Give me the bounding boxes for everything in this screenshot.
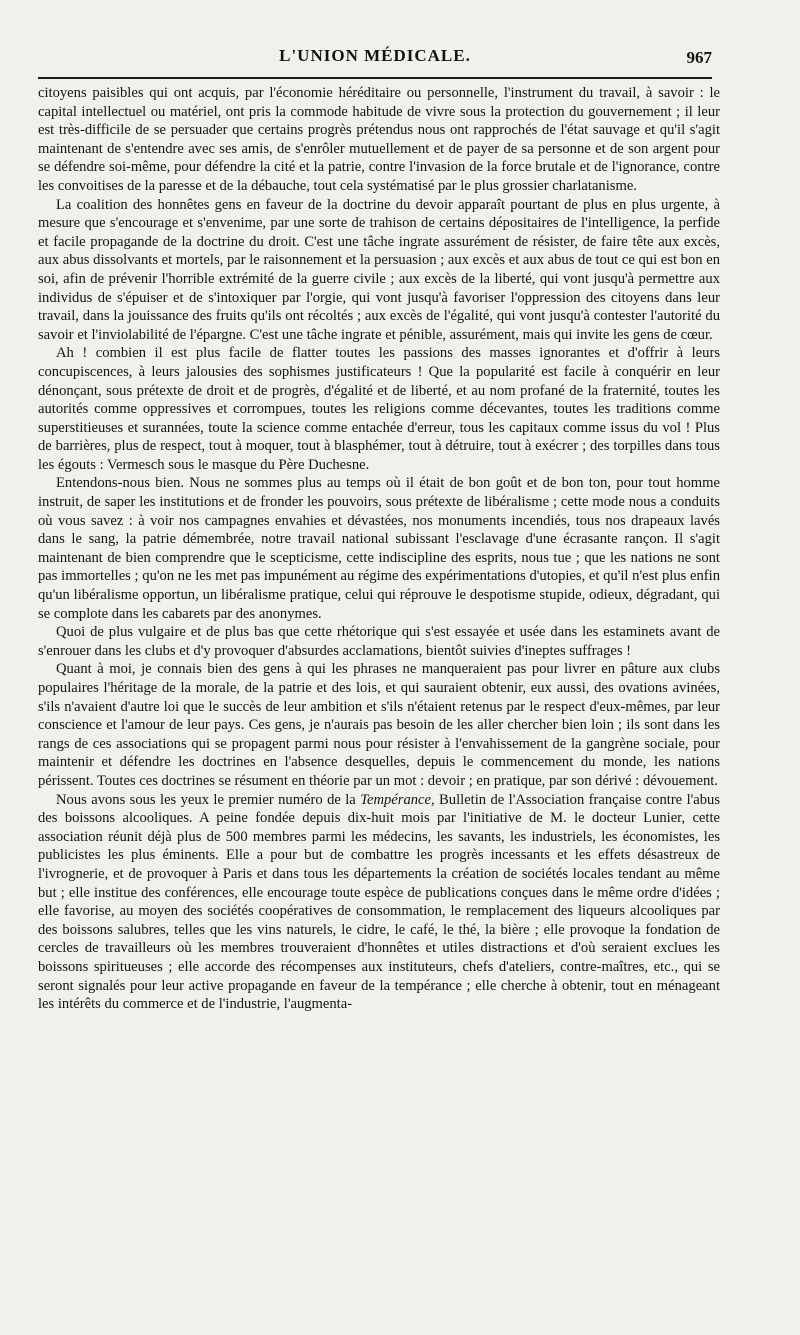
paragraph-temperance bbox=[38, 791, 720, 1014]
paragraph-coalition: La coalition des honnêtes gens en faveur de la doctrine du devoir apparaît pourtant de plus en plus urgente, à mesure que s'encourage et s'envenime, par une sorte de trahison de certains dépositaires de l'intelligence, la perfide et facile propagande de la doctrine du droit. C'est une tâche ingrate assurément de résister, de faire tête aux excès, aux abus dissolvants et mortels, par le raisonnement et la persuasion ; aux excès et aux abus de tout ce qui est bon en soi, afin de prévenir l'horrible extrémité de la guerre civile ; aux excès de la liberté, qui vont jusqu'à permettre aux individus de s'épuiser et de s'intoxiquer par l'orgie, qui vont jusqu'à favoriser l'oppression des citoyens dans leur travail, dans la jouissance des fruits qu'ils ont récoltés ; aux excès de l'égalité, qui vont jusqu'à contester l'autorité du savoir et l'inviolabilité de l'épargne. C'est une tâche ingrate et pénible, assurément, mais qui invite les gens de cœur. bbox=[38, 196, 720, 343]
journal-title: Tempérance bbox=[360, 791, 431, 808]
page-header bbox=[38, 44, 712, 74]
paragraph-quant-a-moi: Quant à moi, je connais bien des gens à qui les phrases ne manqueraient pas pour livrer en pâture aux clubs populaires l'héritage de la morale, de la patrie et des lois, et qui sauraient obtenir, eux aussi, des ovations avinées, s'ils n'avaient d'autre loi que le succès de leur ambition et s'ils n'étaient retenus par le respect d'eux-mêmes, par leur conscience et l'amour de leur pays. Ces gens, je n'aurais pas besoin de les aller chercher bien loin ; ils sont dans les rangs de ces associations qui se propagent parmi nous pour résister à l'envahissement de la gangrène sociale, pour maintenir et défendre les doctrines en l'absence desquelles, depuis le commencement du monde, les nations périssent. Toutes ces doctrines se résument en théorie par un mot : devoir ; en pratique, par son dérivé : dévouement. bbox=[38, 661, 720, 789]
body-text bbox=[38, 84, 720, 1014]
paragraph-entendons: Entendons-nous bien. Nous ne sommes plus au temps où il était de bon goût et de bon ton, pour tout homme instruit, de saper les institutions et de fronder les pouvoirs, sous prétexte de libéralisme ; cette mode nous a conduits où vous savez : à voir nos campagnes envahies et dévastées, nos monuments incendiés, tous nos drapeaux lavés dans le sang, la patrie démembrée, notre travail national subissant l'esclavage d'une écrasante rançon. Il s'agit maintenant de bien comprendre que le scepticisme, cette indiscipline des esprits, nous tue ; que les nations ne sont pas immortelles ; qu'on ne les met pas impunément au régime des expérimentations d'utopies, et qu'il n'est plus enfin qu'un libéralisme opportun, un libéralisme pratique, celui qui réprouve le despotisme stupide, odieux, dégradant, qui se complote dans les cabarets par des anonymes. bbox=[38, 475, 720, 622]
header-rule bbox=[38, 77, 712, 79]
paragraph-rhetorique: Quoi de plus vulgaire et de plus bas que cette rhétorique qui s'est essayée et usée dans les estaminets avant de s'enrouer dans les clubs et d'y provoquer d'absurdes acclamations, bientôt suivies d'ineptes suffrages ! bbox=[38, 624, 720, 659]
paragraph-flatter: Ah ! combien il est plus facile de flatter toutes les passions des masses ignorantes et d'offrir à leurs concupiscences, à leurs jalousies des sophismes justificateurs ! Que la popularité est facile à conquérir en leur dénonçant, sous prétexte de droit et de progrès, d'égalité et de liberté, et au nom profané de la fraternité, toutes les autorités comme oppressives et corrompues, toutes les religions comme décevantes, toutes les traditions comme superstitieuses et surannées, toute la science comme entachée d'erreur, tous les capitaux comme issus du vol ! Plus de barrières, plus de respect, tout à moquer, tout à blasphémer, tout à détruire, tout à exécrer ; des torpilles dans tous les égouts : Vermesch sous le masque du Père Duchesne. bbox=[38, 345, 720, 473]
paragraph-continuation: citoyens paisibles qui ont acquis, par l'économie héréditaire ou personnelle, l'instrument du travail, à savoir : le capital intellectuel ou matériel, ont pris la commode habitude de vivre sous la protection du gouvernement ; il leur est très-difficile de se persuader que certains progrès prétendus nous ont rapprochés de l'état sauvage et qu'il s'agit maintenant de s'entendre avec ses amis, de s'enrôler mutuellement et de payer de sa personne et de son argent pour se défendre soi-même, pour défendre la cité et la patrie, contre l'invasion de la force brutale et de l'ignorance, contre les convoitises de la paresse et de la débauche, tout cela systématisé par le plus grossier charlatanisme. bbox=[38, 85, 720, 194]
running-title: L'UNION MÉDICALE. bbox=[279, 46, 471, 65]
temperance-text-before: Nous avons sous les yeux le premier numéro de la bbox=[56, 791, 361, 808]
temperance-text-after: , Bulletin de l'Association française contre l'abus des boissons alcooliques. A peine fondée depuis dix-huit mois par l'initiative de M. le docteur Lunier, cette association réunit déjà plus de 500 membres parmi les médecins, les savants, les industriels, les économistes, les publicistes les plus éminents. Elle a pour but de combattre les progrès incessants et les effets désastreux de l'ivrognerie, et de provoquer à Paris et dans tous les départements la création de sociétés locales tendant au même but ; elle institue des conférences, elle encourage toute espèce de publications conçues dans le même ordre d'idées ; elle favorise, au moyen des sociétés coopératives de consommation, le remplacement des liqueurs alcooliques par des boissons salubres, telles que les vins naturels, le cidre, le café, le thé, la bière ; elle provoque la fondation de cercles de travailleurs où les membres trouveraient d'honnêtes et utiles distractions et d'où seraient exclues les boissons spiritueuses ; elle accorde des récompenses aux instituteurs, chefs d'ateliers, contre-maîtres, etc., qui se seront signalés pour leur active propagande en faveur de la tempérance ; elle cherche à obtenir, tout en ménageant les intérêts du commerce et de l'industrie, l'augmenta- bbox=[38, 791, 720, 1013]
page-number: 967 bbox=[686, 48, 712, 67]
